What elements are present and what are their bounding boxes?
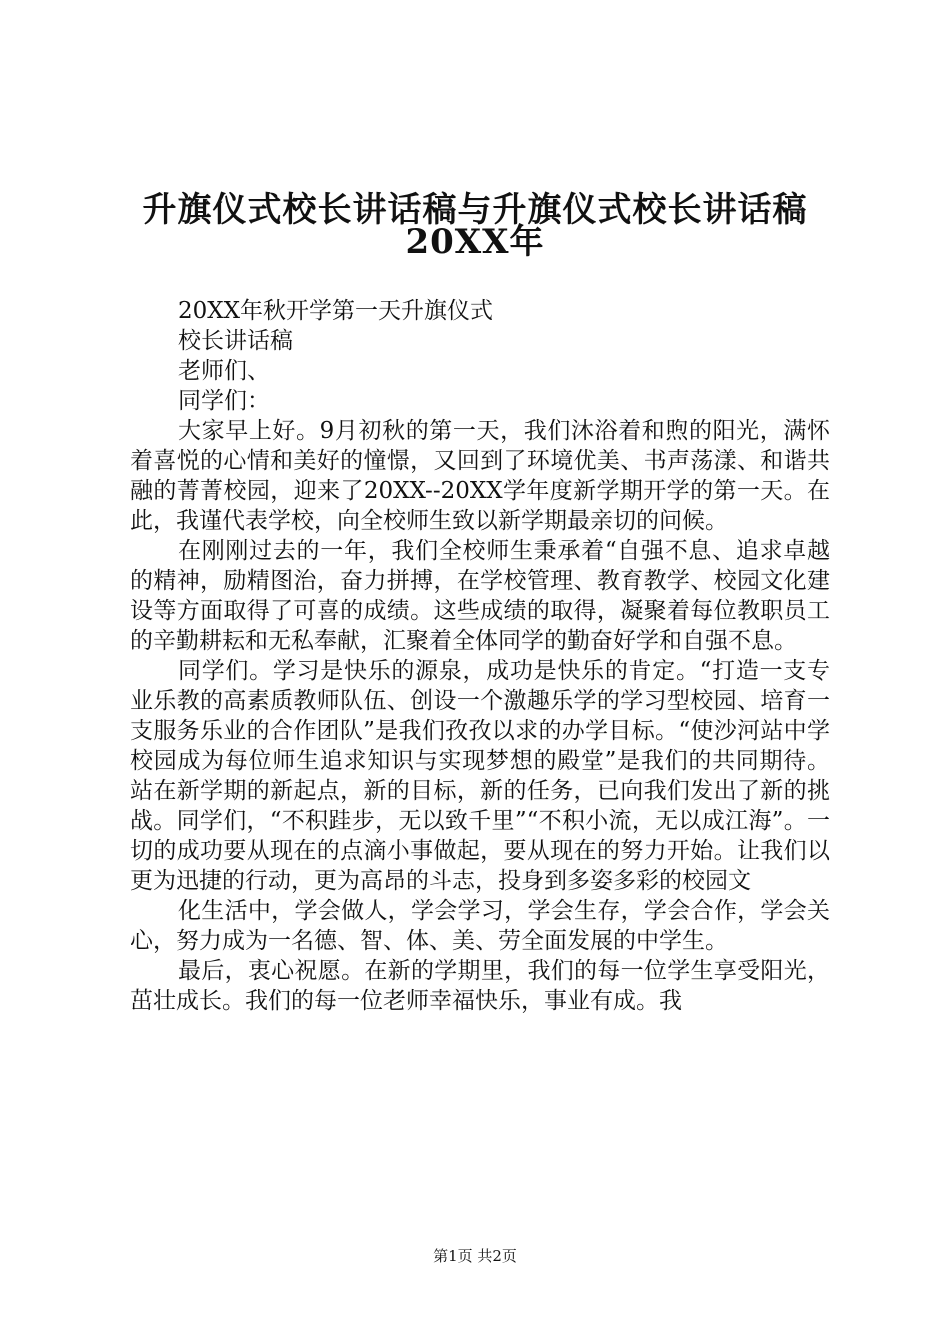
body-paragraph: 最后，衷心祝愿。在新的学期里，我们的每一位学生享受阳光，茁壮成长。我们的每一位老师幸福快乐，事业有成。我 — [130, 958, 830, 1014]
document-title-line-1: 升旗仪式校长讲话稿与升旗仪式校长讲话稿 — [142, 190, 808, 230]
body-paragraph: 同学们。学习是快乐的源泉，成功是快乐的肯定。“打造一支专业乐教的高素质教师队伍、创设一个激趣乐学的学习型校园、培育一支服务乐业的合作团队”是我们孜孜以求的办学目标。“使沙河站中学校园成为每位师生追求知识与实现梦想的殿堂”是我们的共同期待。站在新学期的新起点，新的目标，新的任务，已向我们发出了新的挑战。同学们，“不积跬步，无以致千里”“不积小流，无以成江海”。一切的成功要从现在的点滴小事做起，要从现在的努力开始。让我们以更为迅捷的行动，更为高昂的斗志，投身到多姿多彩的校园文 — [130, 658, 830, 894]
document-body — [130, 296, 830, 1016]
body-paragraph: 化生活中，学会做人，学会学习，学会生存，学会合作，学会关心，努力成为一名德、智、体、美、劳全面发展的中学生。 — [130, 898, 830, 954]
body-paragraph: 在刚刚过去的一年，我们全校师生秉承着“自强不息、追求卓越的精神，励精图治，奋力拼搏，在学校管理、教育教学、校园文化建设等方面取得了可喜的成绩。这些成绩的取得，凝聚着每位教职员工的辛勤耕耘和无私奉献，汇聚着全体同学的勤奋好学和自强不息。 — [130, 538, 830, 654]
body-paragraph: 大家早上好。9月初秋的第一天，我们沐浴着和煦的阳光，满怀着喜悦的心情和美好的憧憬，又回到了环境优美、书声荡漾、和谐共融的菁菁校园，迎来了20XX--20XX学年度新学期开学的第一天。在此，我谨代表学校，向全校师生致以新学期最亲切的问候。 — [130, 418, 830, 534]
subtitle-line: 20XX年秋开学第一天升旗仪式 — [178, 298, 494, 324]
subtitle-line: 校长讲话稿 — [178, 328, 293, 354]
document-title-line-2: 20XX年 — [405, 222, 545, 262]
page-footer: 第1页 共2页 — [433, 1247, 517, 1265]
salutation: 同学们： — [178, 388, 270, 414]
salutation: 老师们、 — [178, 358, 270, 384]
